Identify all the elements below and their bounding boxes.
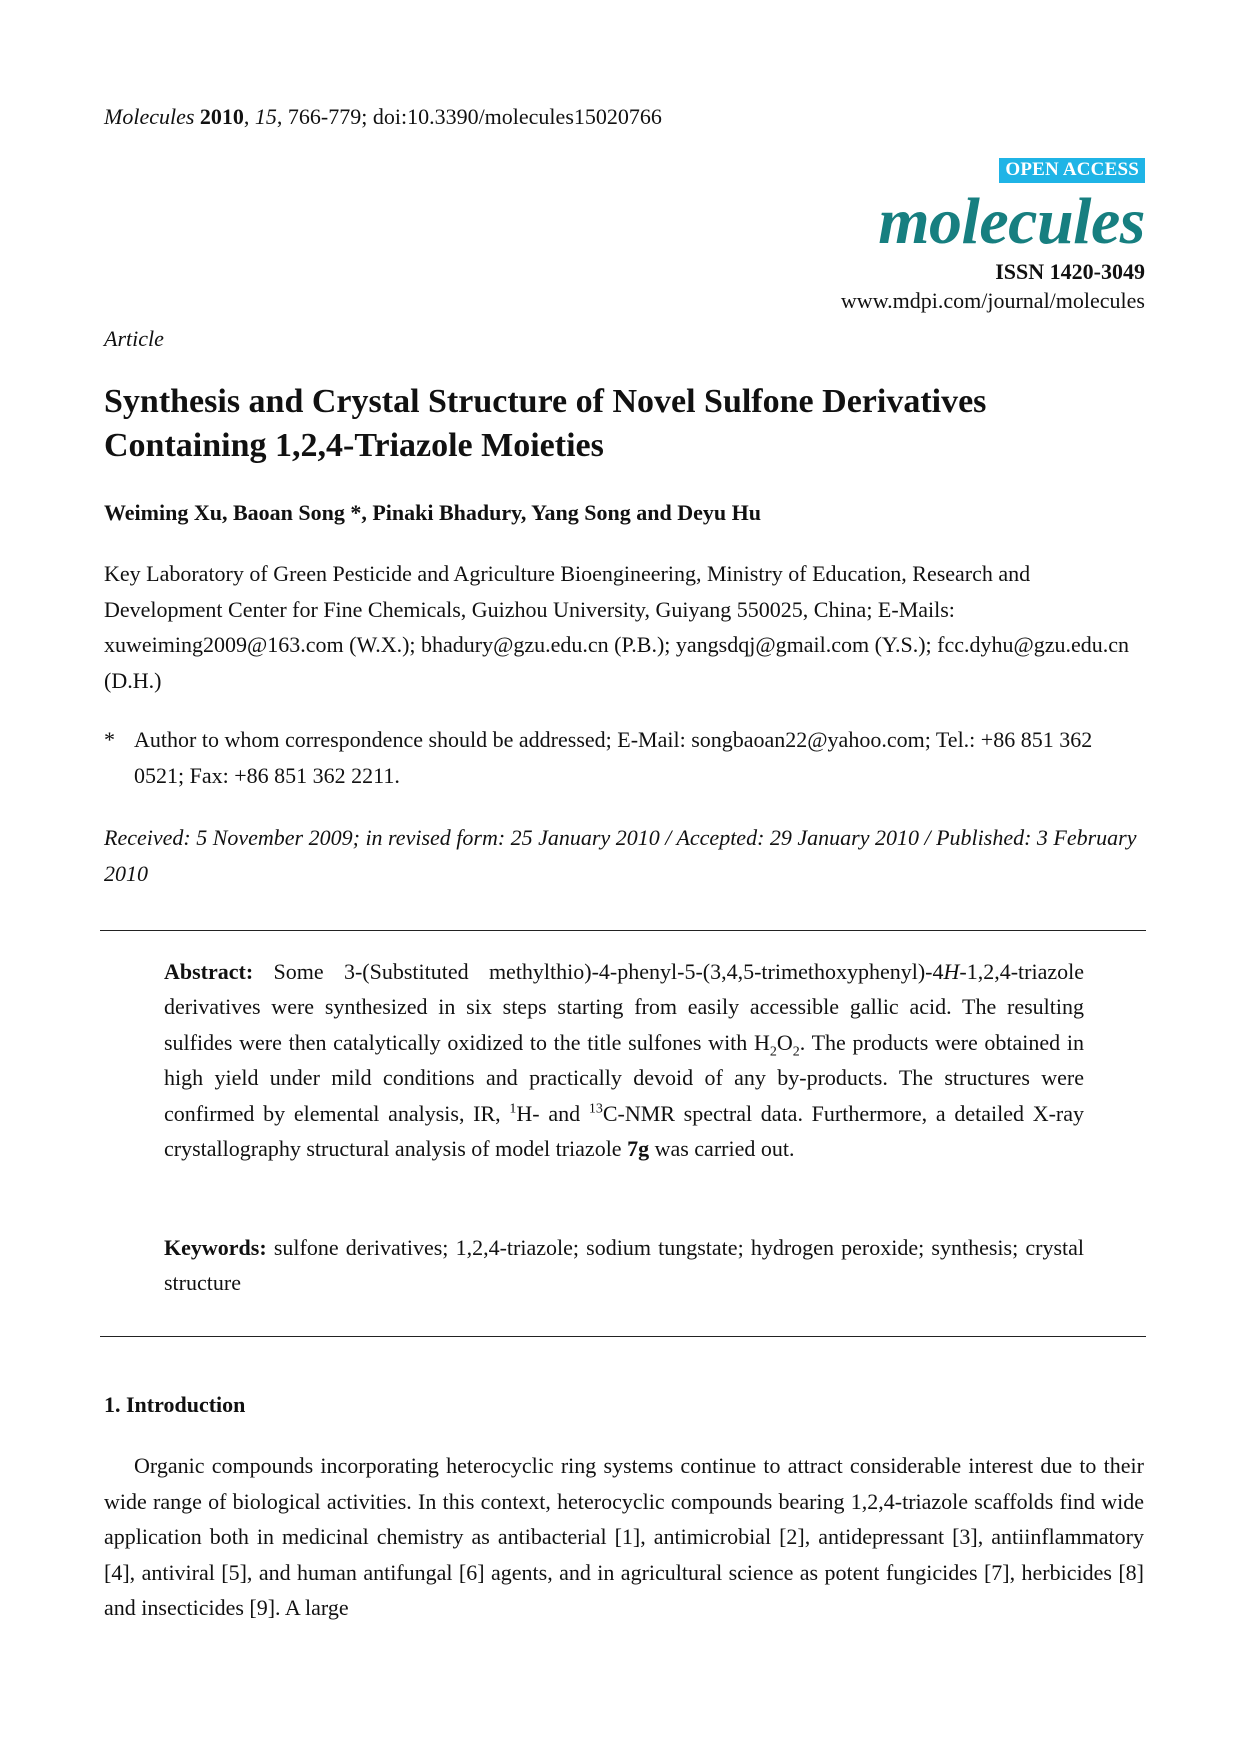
abstract-text-4: . The products were obtained in high yield under mild conditions and practically devoid of any by-products. The structures were confirmed by elemental analysis, IR, (164, 1029, 1085, 1126)
abstract-text-7: was carried out. (649, 1136, 795, 1162)
abstract-text-6: C-NMR spectral data. Furthermore, a detailed X-ray crystallography structural analysis of model triazole (164, 1100, 1084, 1162)
citation-year: 2010 (199, 104, 244, 129)
journal-url[interactable]: www.mdpi.com/journal/molecules (840, 288, 1145, 313)
abstract-text-3: O (776, 1029, 793, 1055)
open-access-badge: OPEN ACCESS (999, 158, 1145, 183)
intro-paragraph: Organic compounds incorporating heterocyclic ring systems continue to attract considerable interest due to their wide range of biological activities. In this context, heterocyclic compounds bearing 1,2,4-triazole scaffolds find wide application both in medicinal chemistry as antibacterial [1], antimicrobial [2], antidepressant [3], antiinflammatory [4], antiviral [5], and human antifungal [6] agents, and in agricultural science as potent fungicides [7], herbicides [8] and insecticides [9]. A large (104, 1453, 1144, 1620)
section-heading: 1. Introduction (104, 1392, 246, 1417)
citation-rest: , 766-779; doi:10.3390/molecules15020766 (276, 104, 662, 129)
bottom-divider (100, 1336, 1146, 1337)
abstract (164, 954, 1084, 1166)
abstract-sub-1: 2 (769, 1044, 777, 1060)
keywords (164, 1230, 1084, 1301)
citation-journal: Molecules (104, 104, 195, 129)
citation-volume: 15 (254, 104, 277, 129)
abstract-sup-2: 13 (588, 1101, 603, 1117)
keywords-text: sulfone derivatives; 1,2,4-triazole; sodium tungstate; hydrogen peroxide; synthesis; crystal structure (164, 1235, 1084, 1296)
correspondence-marker: * (104, 727, 115, 752)
affiliation: Key Laboratory of Green Pesticide and Agriculture Bioengineering, Ministry of Education, Research and Development Center for Fine Chemicals, Guizhou University, Guiyang 550025, China; E-Mails: xuweiming2009@163.com (W.X.); bhadury@gzu.edu.cn (P.B.); yangsdqj@gmail.com (Y.S.); fcc.dyhu@gzu.edu.cn (D.H.) (104, 561, 1130, 693)
issn: ISSN 1420-3049 (995, 259, 1145, 284)
correspondence-text: Author to whom correspondence should be addressed; E-Mail: songbaoan22@yahoo.com; Tel.: +86 851 362 0521; Fax: +86 851 362 2211. (134, 727, 1093, 788)
correspondence-note (104, 722, 1144, 793)
top-divider (100, 930, 1146, 931)
journal-logo: molecules (878, 185, 1145, 258)
citation-line: Molecules 2010, 15, 766-779; doi:10.3390/molecules15020766 (104, 104, 662, 129)
author-list: Weiming Xu, Baoan Song *, Pinaki Bhadury, Yang Song and Deyu Hu (104, 500, 761, 525)
abstract-text-1: Some 3-(Substituted methylthio)-4-phenyl-5-(3,4,5-trimethoxyphenyl)-4 (273, 959, 944, 984)
keywords-label: Keywords: (164, 1235, 267, 1260)
abstract-italic-h: H (943, 959, 960, 984)
compound-label: 7g (627, 1136, 650, 1162)
abstract-sup-1: 1 (509, 1101, 517, 1117)
journal-masthead (745, 158, 1145, 314)
abstract-label: Abstract: (164, 959, 254, 984)
abstract-text-2: -1,2,4-triazole derivatives were synthesized in six steps starting from easily accessible gallic acid. The resulting sulfides were then catalytically oxidized to the title sulfones with H (164, 959, 1084, 1055)
abstract-text-5: H- and (516, 1100, 589, 1126)
paper-title: Synthesis and Crystal Structure of Novel Sulfone Derivatives Containing 1,2,4-Triazole Moieties (104, 383, 987, 464)
article-type: Article (104, 326, 164, 351)
abstract-sub-2: 2 (792, 1044, 800, 1060)
publication-dates: Received: 5 November 2009; in revised form: 25 January 2010 / Accepted: 29 January 2010 / Published: 3 February 2010 (104, 825, 1137, 886)
